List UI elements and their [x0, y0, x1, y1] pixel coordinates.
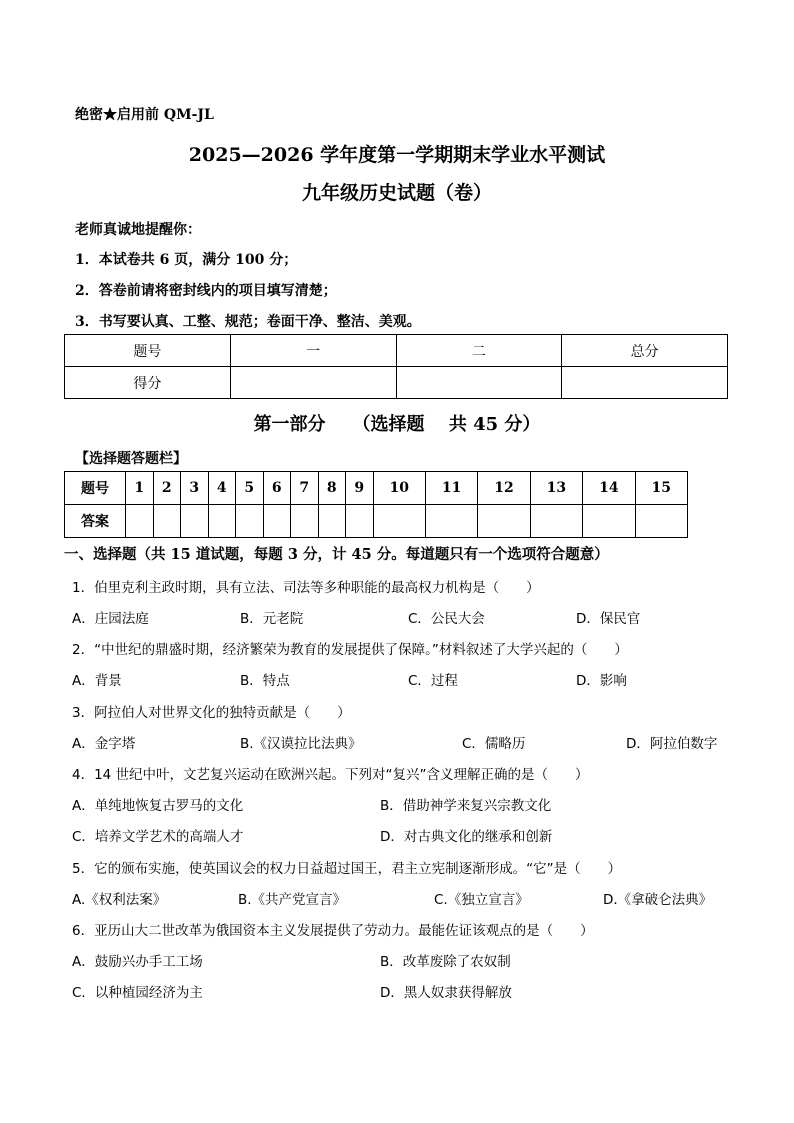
- answer-number-cell: 11: [425, 472, 477, 505]
- option: C．儒略历: [462, 736, 526, 752]
- answer-number-cell: 15: [635, 472, 687, 505]
- question-stem: 6．亚历山大二世改革为俄国资本主义发展提供了劳动力。最能佐证该观点的是（ ）: [72, 923, 594, 939]
- answer-input-cell[interactable]: [373, 505, 425, 538]
- option: B．元老院: [240, 611, 304, 627]
- option: B.《汉谟拉比法典》: [240, 736, 362, 752]
- answer-number-cell: 6: [263, 472, 291, 505]
- option: A．背景: [72, 673, 122, 689]
- answer-number-cell: 3: [181, 472, 209, 505]
- score-cell[interactable]: [230, 367, 396, 399]
- answer-input-cell[interactable]: [425, 505, 477, 538]
- option: A．鼓励兴办手工工场: [72, 954, 203, 970]
- option: A．单纯地恢复古罗马的文化: [72, 798, 244, 814]
- answer-number-cell: 10: [373, 472, 425, 505]
- score-header-cell: 二: [396, 335, 562, 367]
- answer-input-cell[interactable]: [583, 505, 635, 538]
- answer-input-cell[interactable]: [346, 505, 374, 538]
- answer-input-cell[interactable]: [153, 505, 181, 538]
- answer-number-cell: 2: [153, 472, 181, 505]
- option: C．过程: [408, 673, 458, 689]
- notes-heading: 老师真诚地提醒你：: [75, 222, 201, 238]
- question-stem: 3．阿拉伯人对世界文化的独特贡献是（ ）: [72, 705, 351, 721]
- answer-input-cell[interactable]: [291, 505, 319, 538]
- option: B.《共产党宣言》: [238, 892, 347, 908]
- option: C．培养文学艺术的高端人才: [72, 829, 244, 845]
- note-item: 3．书写要认真、工整、规范；卷面干净、整洁、美观。: [75, 314, 421, 330]
- question-stem: 1．伯里克利主政时期，具有立法、司法等多种职能的最高权力机构是（ ）: [72, 580, 540, 596]
- option: C．以种植园经济为主: [72, 985, 203, 1001]
- option: D．对古典文化的继承和创新: [380, 829, 553, 845]
- answer-number-cell: 8: [318, 472, 346, 505]
- score-header-cell: 总分: [562, 335, 728, 367]
- answer-number-cell: 1: [126, 472, 154, 505]
- answer-input-cell[interactable]: [208, 505, 236, 538]
- part-title: 第一部分 （选择题 共 45 分）: [253, 414, 541, 435]
- answer-number-cell: 4: [208, 472, 236, 505]
- option: D．保民官: [576, 611, 641, 627]
- score-cell[interactable]: [396, 367, 562, 399]
- answer-number-cell: 5: [236, 472, 264, 505]
- option: A．庄园法庭: [72, 611, 149, 627]
- answer-number-cell: 7: [291, 472, 319, 505]
- question-stem: 5．它的颁布实施，使英国议会的权力日益超过国王，君主立宪制逐渐形成。“它”是（ ）: [72, 861, 622, 877]
- answer-input-cell[interactable]: [236, 505, 264, 538]
- score-header-cell: 题号: [65, 335, 231, 367]
- option: B．改革废除了农奴制: [380, 954, 511, 970]
- exam-title: 2025—2026 学年度第一学期期末学业水平测试: [188, 144, 606, 166]
- option: D．影响: [576, 673, 627, 689]
- question-stem: 4．14 世纪中叶，文艺复兴运动在欧洲兴起。下列对“复兴”含义理解正确的是（ ）: [72, 767, 589, 783]
- answer-number-cell: 12: [478, 472, 530, 505]
- score-table: [64, 334, 728, 399]
- answer-row-label: 答案: [65, 505, 126, 538]
- answer-number-cell: 9: [346, 472, 374, 505]
- option: D．阿拉伯数字: [626, 736, 718, 752]
- answer-input-cell[interactable]: [263, 505, 291, 538]
- answer-input-cell[interactable]: [635, 505, 687, 538]
- answer-input-cell[interactable]: [181, 505, 209, 538]
- option: C．公民大会: [408, 611, 485, 627]
- score-row-label: 得分: [65, 367, 231, 399]
- option: B．借助神学来复兴宗教文化: [380, 798, 552, 814]
- score-header-cell: 一: [230, 335, 396, 367]
- answer-input-cell[interactable]: [318, 505, 346, 538]
- note-item: 1．本试卷共 6 页，满分 100 分；: [75, 252, 298, 268]
- exam-subtitle: 九年级历史试题（卷）: [301, 182, 492, 204]
- score-cell[interactable]: [562, 367, 728, 399]
- note-item: 2．答卷前请将密封线内的项目填写清楚；: [75, 283, 337, 299]
- option: A.《权利法案》: [72, 892, 167, 908]
- option: A．金字塔: [72, 736, 136, 752]
- question-stem: 2．“中世纪的鼎盛时期，经济繁荣为教育的发展提供了保障。”材料叙述了大学兴起的（ ）: [72, 642, 628, 658]
- option: D．黑人奴隶获得解放: [380, 985, 512, 1001]
- answer-number-cell: 13: [530, 472, 582, 505]
- answer-sheet-table: [64, 471, 688, 538]
- answer-input-cell[interactable]: [530, 505, 582, 538]
- section-heading: 一、选择题（共 15 道试题，每题 3 分，计 45 分。每道题只有一个选项符合题意）: [64, 546, 609, 563]
- answer-sheet-heading: 【选择题答题栏】: [75, 451, 187, 467]
- answer-input-cell[interactable]: [478, 505, 530, 538]
- option: C.《独立宣言》: [434, 892, 529, 908]
- answer-row-label: 题号: [65, 472, 126, 505]
- option: B．特点: [240, 673, 290, 689]
- confidential-mark: 绝密★启用前 QM-JL: [75, 107, 214, 123]
- answer-number-cell: 14: [583, 472, 635, 505]
- answer-input-cell[interactable]: [126, 505, 154, 538]
- option: D.《拿破仑法典》: [603, 892, 713, 908]
